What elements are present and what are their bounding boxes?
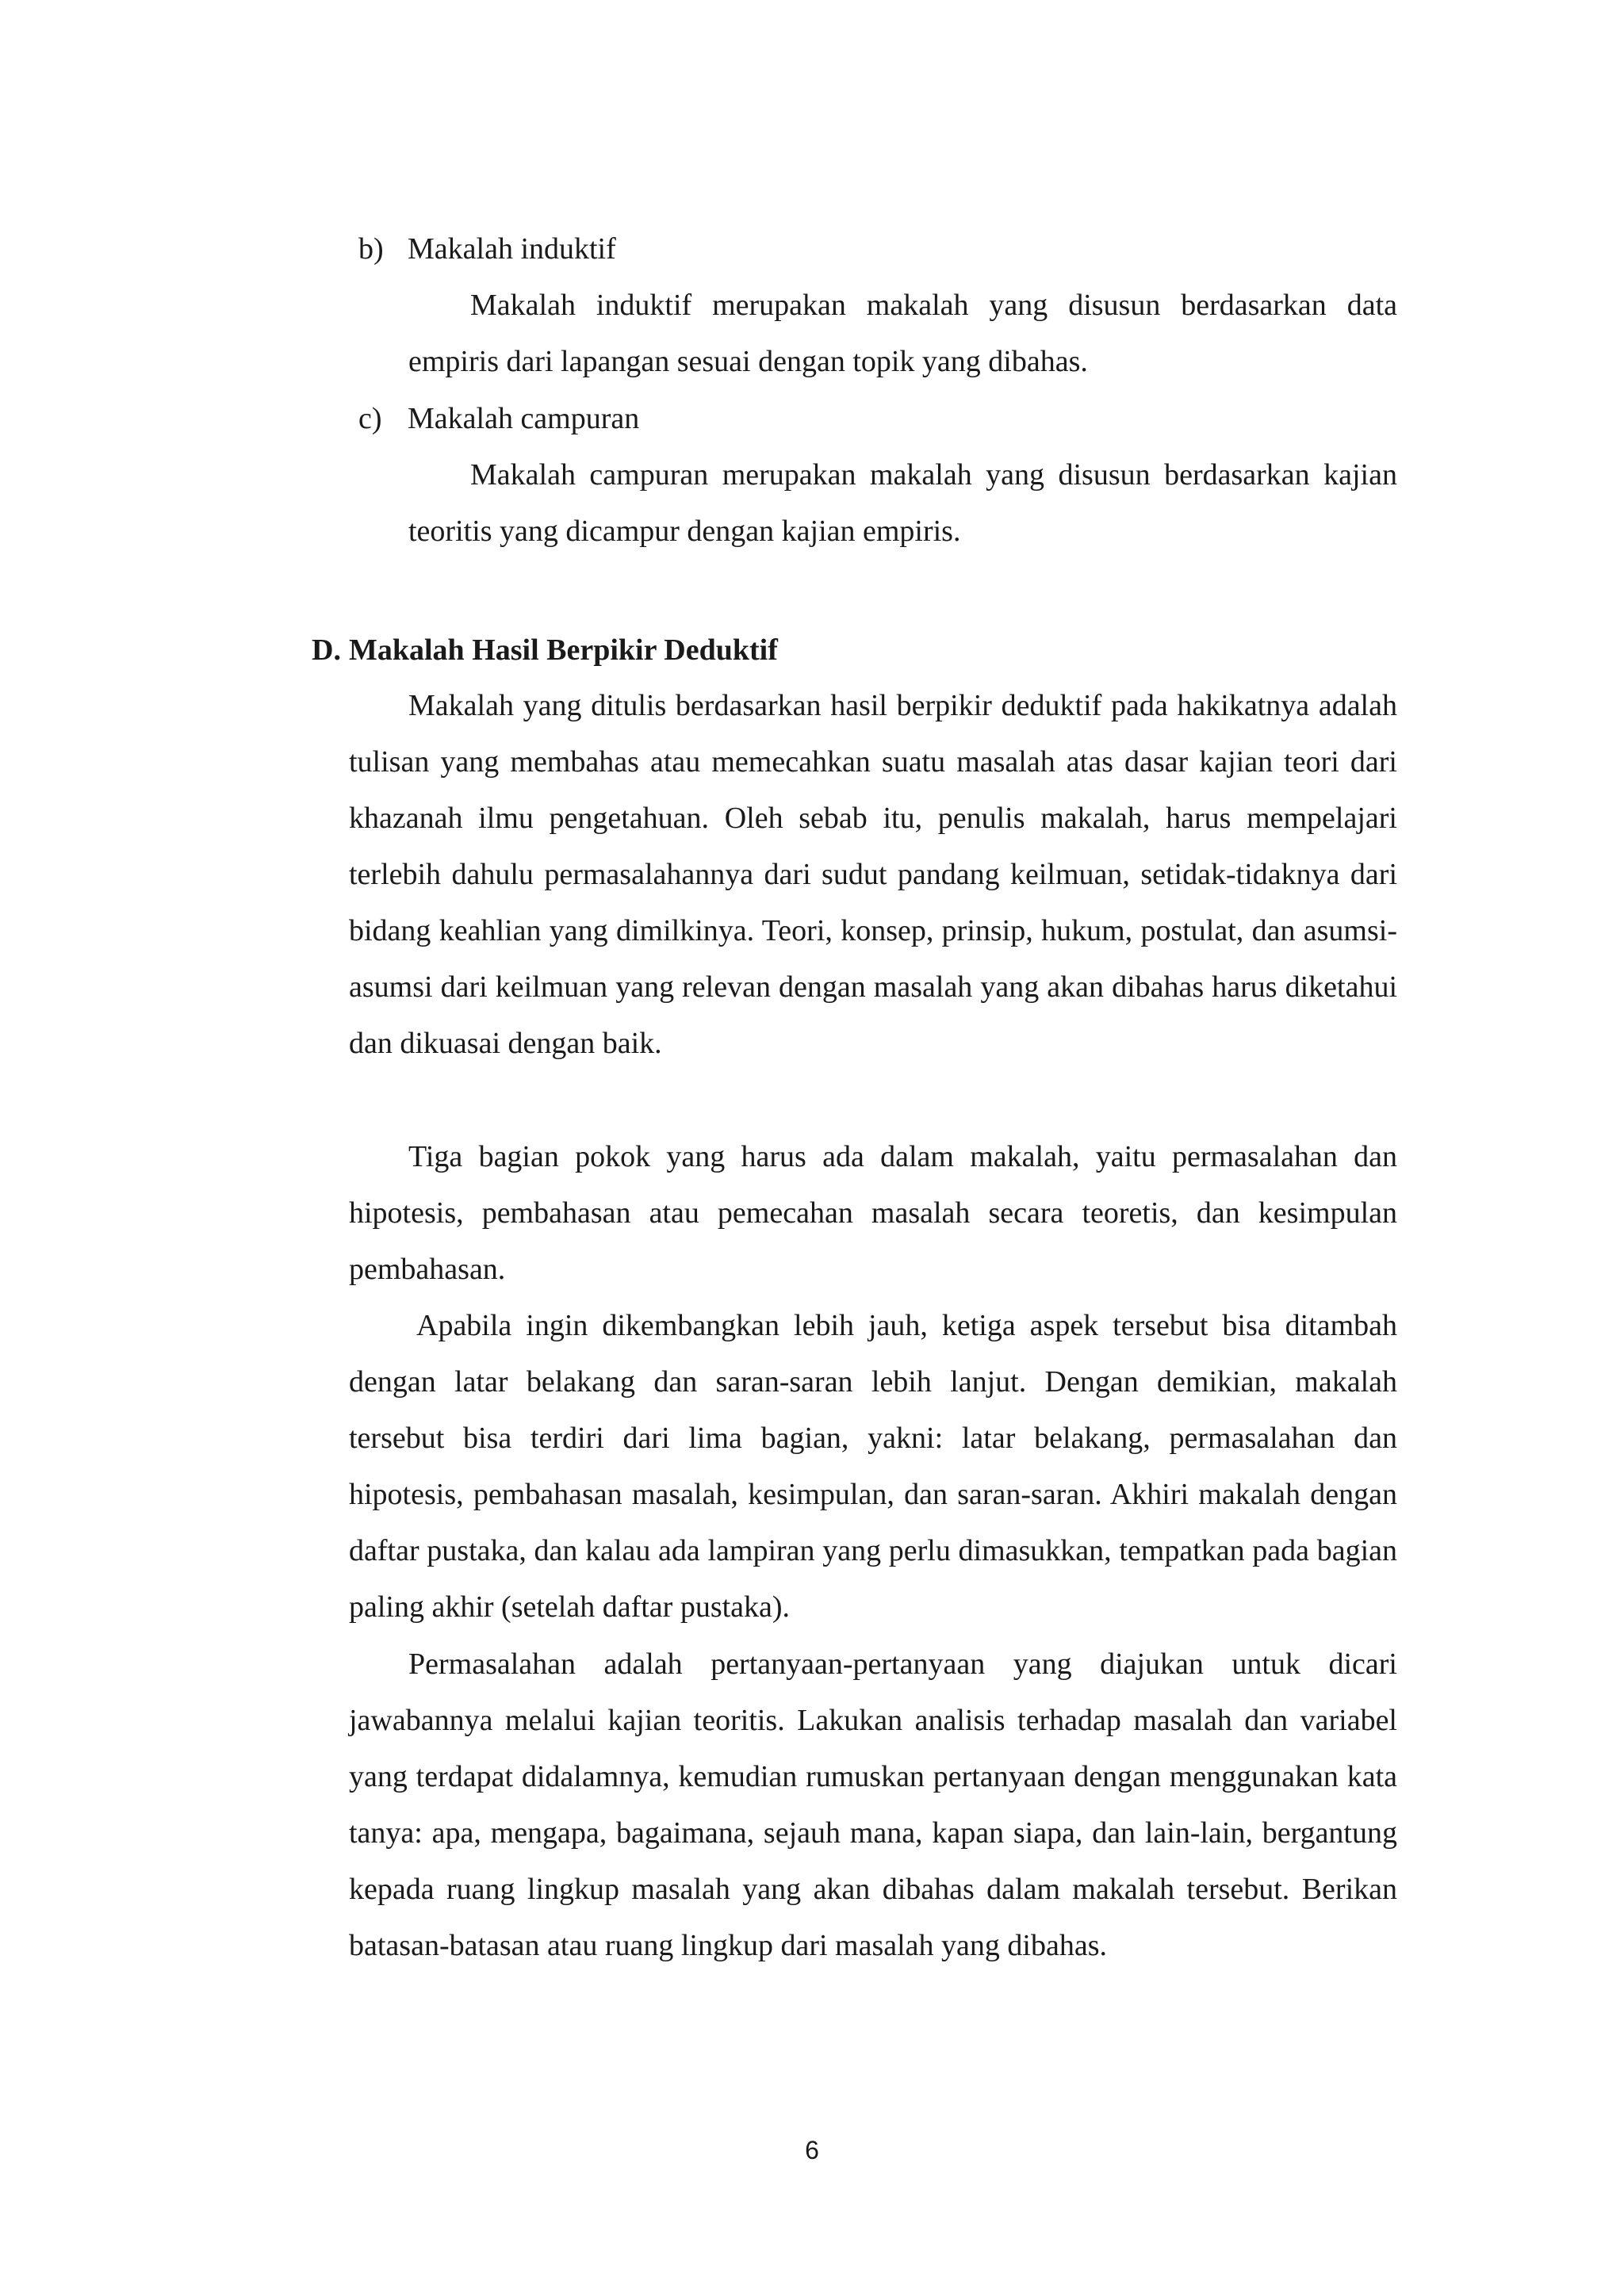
list-item-b [358,221,616,277]
list-marker: c) [358,402,382,435]
paragraph: Makalah yang ditulis berdasarkan hasil berpikir deduktif pada hakikatnya adalah tulisan yang membahas atau memecahkan suatu masalah atas dasar kajian teori dari khazanah ilmu pengetahuan. Oleh sebab itu, penulis makalah, harus mempelajari terlebih dahulu permasalahannya dari sudut pandang keilmuan, setidak-tidaknya dari bidang keahlian yang dimilkinya. Teori, konsep, prinsip, hukum, postulat, dan asumsi-asumsi dari keilmuan yang relevan dengan masalah yang akan dibahas harus diketahui dan dikuasai dengan baik. [349,689,1397,1060]
section-heading [312,622,778,679]
paragraph: Apabila ingin dikembangkan lebih jauh, ketiga aspek tersebut bisa ditambah dengan latar belakang dan saran-saran lebih lanjut. Dengan demikian, makalah tersebut bisa terdiri dari lima bagian, yakni: latar belakang, permasalahan dan hipotesis, pembahasan masalah, kesimpulan, dan saran-saran. Akhiri makalah dengan daftar pustaka, dan kalau ada lampiran yang perlu dimasukkan, tempatkan pada bagian paling akhir (setelah daftar pustaka). [349,1309,1397,1624]
paragraph: Tiga bagian pokok yang harus ada dalam makalah, yaitu permasalahan dan hipotesis, pembahasan atau pemecahan masalah secara teoretis, dan kesimpulan pembahasan. [349,1140,1397,1286]
section-marker: D. [312,633,341,667]
list-marker: b) [358,232,384,266]
list-item-c [358,391,639,447]
page-number: 6 [805,2136,819,2164]
paragraph: Permasalahan adalah pertanyaan-pertanyaan yang diajukan untuk dicari jawabannya melalui kajian teoritis. Lakukan analisis terhadap masalah dan variabel yang terdapat didalamnya, kemudian rumuskan pertanyaan dengan menggunakan kata tanya: apa, mengapa, bagaimana, sejauh mana, kapan siapa, dan lain-lain, bergantung kepada ruang lingkup masalah yang akan dibahas dalam makalah tersebut. Berikan batasan-batasan atau ruang lingkup dari masalah yang dibahas. [349,1647,1397,1962]
section-title: Makalah Hasil Berpikir Deduktif [349,633,778,667]
list-item-body: Makalah campuran merupakan makalah yang disusun berdasarkan kajian teoritis yang dicampur dengan kajian empiris. [408,458,1397,548]
list-item-title: Makalah induktif [408,232,616,266]
list-item-body: Makalah induktif merupakan makalah yang disusun berdasarkan data empiris dari lapangan sesuai dengan topik yang dibahas. [408,289,1397,378]
list-item-title: Makalah campuran [408,402,640,435]
